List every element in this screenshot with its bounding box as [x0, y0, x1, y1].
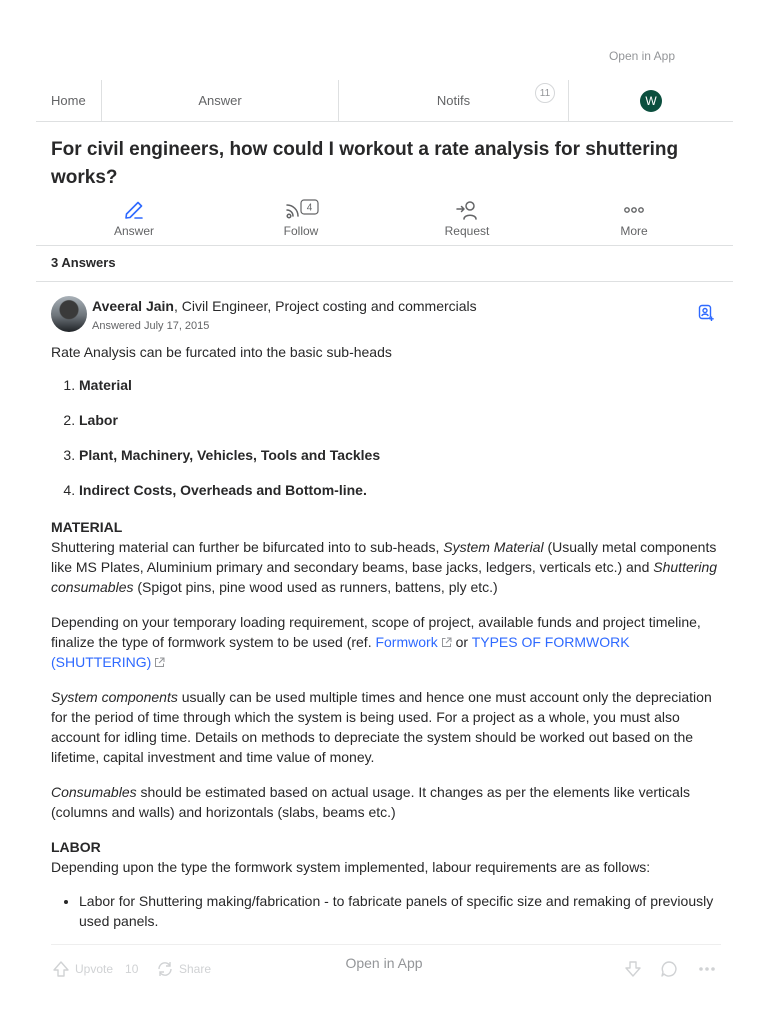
- formwork-text: Depending on your temporary loading requirement, scope of project, available funds and project timeline, finalize the type of formwork system to be used (ref.: [51, 614, 701, 650]
- answer-content: [51, 342, 721, 941]
- answer-author-header: [51, 296, 721, 336]
- formwork-link[interactable]: [375, 634, 451, 650]
- answers-count: 3 Answers: [36, 246, 733, 282]
- notification-count-badge: 11: [535, 83, 555, 103]
- author-line: [92, 298, 477, 314]
- more-button-label: More: [620, 224, 648, 238]
- formwork-or: or: [451, 634, 472, 650]
- external-link-icon: [154, 657, 165, 668]
- open-in-app-banner[interactable]: Open in App: [345, 955, 423, 971]
- list-item: 3. Plant, Machinery, Vehicles, Tools and Tackles: [79, 445, 721, 465]
- types-of-formwork-label: TYPES OF FORMWORK (SHUTTERING): [51, 634, 630, 670]
- system-components-text: usually can be used multiple times and hence one must account only the depreciation for the period of time through which the system is being used. For a project as a whole, you must also account for idling time. Details on methods to depreciate the system should be worked out based on the lifetime, capital investment and time value of money.: [51, 689, 712, 765]
- share-label: Share: [179, 962, 212, 976]
- more-button[interactable]: [584, 198, 684, 238]
- answer-button[interactable]: [84, 198, 184, 238]
- labor-heading: LABOR: [51, 839, 101, 855]
- top-navigation: [36, 80, 733, 122]
- answer-intro: Rate Analysis can be furcated into the basic sub-heads: [51, 344, 392, 360]
- nav-home[interactable]: [36, 80, 102, 121]
- subheads-list: [51, 375, 721, 500]
- material-text-c: (Spigot pins, pine wood used as runners, battens, ply etc.): [133, 579, 498, 595]
- nav-answer-label: Answer: [198, 93, 242, 108]
- material-text-b: (Usually metal components like MS Plates, Aluminium primary and secondary beams, base jacks, ledgers, verticals etc.) and: [51, 539, 717, 575]
- request-button[interactable]: [417, 198, 517, 238]
- upvote-label: Upvote: [75, 962, 114, 976]
- nav-profile[interactable]: [569, 80, 733, 121]
- open-in-app-link[interactable]: Open in App: [608, 49, 675, 63]
- list-item: • Labor for Shuttering making/fabrication - to fabricate panels of specific size and remaking of previously used panels.: [79, 891, 721, 931]
- system-components-paragraph: [51, 687, 721, 767]
- nav-home-label: Home: [51, 93, 86, 108]
- material-text-a: Shuttering material can further be bifurcated into to sub-heads,: [51, 539, 444, 555]
- consumables-term-2: Consumables: [51, 784, 137, 800]
- pencil-icon: [122, 198, 146, 222]
- request-button-label: Request: [444, 224, 490, 238]
- answer-button-label: Answer: [113, 224, 154, 238]
- labor-intro: Depending upon the type the formwork system implemented, labour requirements are as follows:: [51, 859, 651, 875]
- author-name[interactable]: Aveeral Jain: [92, 298, 174, 314]
- material-heading: MATERIAL: [51, 519, 123, 535]
- bookmark-icon[interactable]: [697, 304, 715, 322]
- answered-date[interactable]: Answered July 17, 2015: [92, 320, 210, 332]
- nav-notifs[interactable]: [339, 80, 569, 121]
- more-dots-icon: [622, 198, 646, 222]
- nav-answer[interactable]: [102, 80, 339, 121]
- author-avatar[interactable]: [51, 296, 87, 332]
- consumables-term: Shuttering consumables: [51, 559, 718, 595]
- consumables-paragraph: [51, 782, 721, 822]
- upvote-count: 10: [125, 962, 139, 976]
- follow-button[interactable]: [251, 198, 351, 238]
- system-components-term: System components: [51, 689, 178, 705]
- list-item: 2. Labor: [79, 410, 721, 430]
- author-credential: , Civil Engineer, Project costing and commercials: [173, 298, 477, 314]
- nav-notifs-label: Notifs: [436, 93, 471, 108]
- follow-count: 4: [306, 202, 313, 214]
- request-person-icon: [455, 198, 479, 222]
- formwork-paragraph: [51, 612, 721, 672]
- consumables-text: should be estimated based on actual usage. It changes as per the elements like verticals (columns and walls) and horizontals (slabs, beams etc.): [51, 784, 690, 820]
- external-link-icon: [441, 637, 452, 648]
- material-paragraph: [51, 517, 721, 597]
- follow-button-label: Follow: [283, 224, 319, 238]
- user-avatar[interactable]: W: [640, 90, 662, 112]
- labor-list: [51, 891, 721, 931]
- question-actions: [36, 198, 733, 246]
- list-item: 4. Indirect Costs, Overheads and Bottom-line.: [79, 480, 721, 500]
- question-title[interactable]: For civil engineers, how could I workout a rate analysis for shuttering works?: [51, 139, 679, 188]
- labor-paragraph: [51, 837, 721, 877]
- list-item: 1. Material: [79, 375, 721, 395]
- system-material-term: System Material: [443, 539, 544, 555]
- follow-feed-icon: [279, 198, 323, 222]
- formwork-link-label: Formwork: [375, 634, 438, 650]
